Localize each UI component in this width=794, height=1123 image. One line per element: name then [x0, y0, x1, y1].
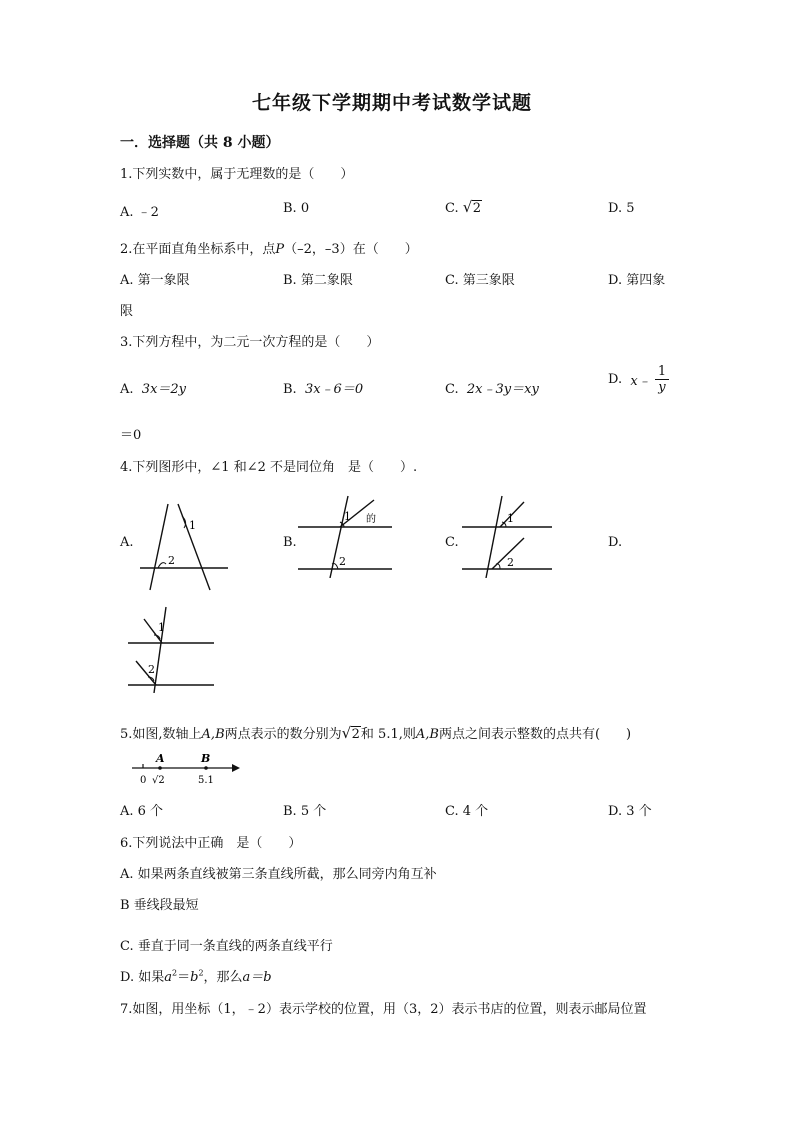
- q6-exp-2: 2: [198, 968, 204, 978]
- q4-b-angle-2: 2: [339, 555, 346, 568]
- q6-option-d-pre: D. 如果: [120, 970, 165, 985]
- question-3-stem: 3.下列方程中，为二元一次方程的是（ ）: [120, 335, 380, 350]
- q5-number-line: [128, 752, 244, 788]
- q6-option-b: B 垂线段最短: [120, 898, 199, 913]
- q3-option-b: [283, 378, 363, 397]
- q4-figure-a: [138, 500, 230, 592]
- q6-var-a: a: [164, 970, 172, 985]
- q4-option-a: A.: [120, 535, 134, 550]
- q1-option-a: A. ﹣2: [120, 205, 159, 220]
- q3-fraction-denominator: y: [658, 380, 666, 395]
- q3-option-c-label: C.: [445, 382, 459, 397]
- page-title: 七年级下学期期中考试数学试题: [252, 92, 533, 114]
- q2-option-d: D. 第四象: [608, 273, 666, 288]
- q2-option-c: C. 第三象限: [445, 273, 515, 288]
- q4-figure-c: [460, 494, 556, 578]
- q4-figure-d: [126, 605, 216, 693]
- q2-option-a: A. 第一象限: [120, 273, 190, 288]
- q3-option-d-x: x﹣: [630, 374, 651, 389]
- sqrt-symbol: √ 2: [462, 198, 482, 216]
- q4-option-b: B.: [283, 535, 297, 550]
- question-5-stem: [120, 723, 631, 742]
- q3-option-c-expr: 2x﹣3y＝xy: [466, 382, 539, 397]
- q5-stem-pre: 5.如图,数轴上: [120, 727, 202, 742]
- q6-option-a: A. 如果两条直线被第三条直线所截，那么同旁内角互补: [120, 867, 437, 882]
- q3-fraction-numerator: 1: [655, 364, 669, 380]
- question-1-stem: 1.下列实数中，属于无理数的是（ ）: [120, 167, 354, 182]
- q5-option-a: A. 6 个: [120, 804, 164, 819]
- q3-option-a-label: A.: [120, 382, 134, 397]
- q4-b-stray-char: 的: [366, 514, 376, 525]
- q6-option-d-mid: ，那么: [203, 970, 243, 985]
- q1-option-c-label: C.: [445, 201, 459, 216]
- section-heading: 一．选择题（共 8 小题）: [120, 135, 280, 151]
- q4-d-angle-1: 1: [158, 621, 165, 634]
- q3-option-d: [608, 364, 669, 395]
- q3-option-b-label: B.: [283, 382, 297, 397]
- q1-option-c: [445, 198, 482, 216]
- question-7-stem: 7.如图，用坐标（1，﹣2）表示学校的位置，用（3，2）表示书店的位置，则表示邮局位置: [120, 1002, 647, 1017]
- q5-option-b: B. 5 个: [283, 804, 327, 819]
- q4-figure-b: [296, 494, 396, 578]
- q5-zero-label: 0: [140, 775, 147, 786]
- q6-option-d-result: a＝b: [242, 970, 272, 985]
- q1-option-b: B. 0: [283, 201, 310, 216]
- q1-option-c-radicand: 2: [472, 201, 482, 216]
- q4-option-d: D.: [608, 535, 623, 550]
- q5-stem-post: 两点之间表示整数的点共有( ): [438, 727, 632, 742]
- q4-a-angle-1: 1: [189, 519, 196, 532]
- question-2-stem: [120, 238, 418, 257]
- q6-exp-1: 2: [172, 968, 178, 978]
- q4-c-angle-2: 2: [507, 556, 514, 569]
- q4-c-angle-1: 1: [507, 512, 514, 525]
- q5-ab-first: A,B: [201, 727, 225, 742]
- q5-option-c: C. 4 个: [445, 804, 489, 819]
- q5-point-b-label: B: [201, 752, 211, 765]
- q3-option-d-label: D.: [608, 372, 623, 387]
- q3-option-d-fraction: [655, 364, 669, 395]
- q3-option-c: [445, 378, 539, 397]
- q5-stem-mid: 两点表示的数分别为: [224, 727, 342, 742]
- q5-sqrt-label: √2: [152, 775, 165, 786]
- q5-radicand: 2: [351, 727, 360, 742]
- q3-option-b-expr: 3x﹣6＝0: [304, 382, 364, 397]
- q5-stem-mid2: 和 5.1,则: [360, 727, 416, 742]
- q4-d-angle-2: 2: [148, 663, 155, 676]
- q4-option-c: C.: [445, 535, 459, 550]
- q3-option-a-expr: 3x＝2y: [141, 382, 187, 397]
- q3-option-a: [120, 378, 186, 397]
- q5-point-a-label: A: [156, 752, 165, 765]
- q5-ab-second: A,B: [415, 727, 439, 742]
- q6-var-b: b: [190, 970, 199, 985]
- q5-option-d: D. 3 个: [608, 804, 652, 819]
- q3-option-d-wrap: ＝0: [120, 428, 142, 443]
- q1-option-d: D. 5: [608, 201, 635, 216]
- q6-option-d: [120, 966, 272, 985]
- q4-b-angle-1: 1: [344, 510, 351, 523]
- q5-sqrt: √ 2: [341, 724, 360, 742]
- q2-option-d-wrap: 限: [120, 304, 134, 319]
- q2-point: P: [275, 242, 285, 257]
- q4-a-angle-2: 2: [168, 554, 175, 567]
- question-6-stem: 6.下列说法中正确 是（ ）: [120, 836, 302, 851]
- q6-eq: ＝: [177, 970, 191, 985]
- q2-stem-pre: 2.在平面直角坐标系中，点: [120, 242, 276, 257]
- q5-b-value-label: 5.1: [198, 775, 214, 786]
- q2-option-b: B. 第二象限: [283, 273, 353, 288]
- q6-option-c: C. 垂直于同一条直线的两条直线平行: [120, 939, 333, 954]
- question-4-stem: 4.下列图形中，∠1 和∠2 不是同位角 是（ ）.: [120, 460, 418, 475]
- q2-stem-post: （–2，–3）在（ ）: [284, 242, 418, 257]
